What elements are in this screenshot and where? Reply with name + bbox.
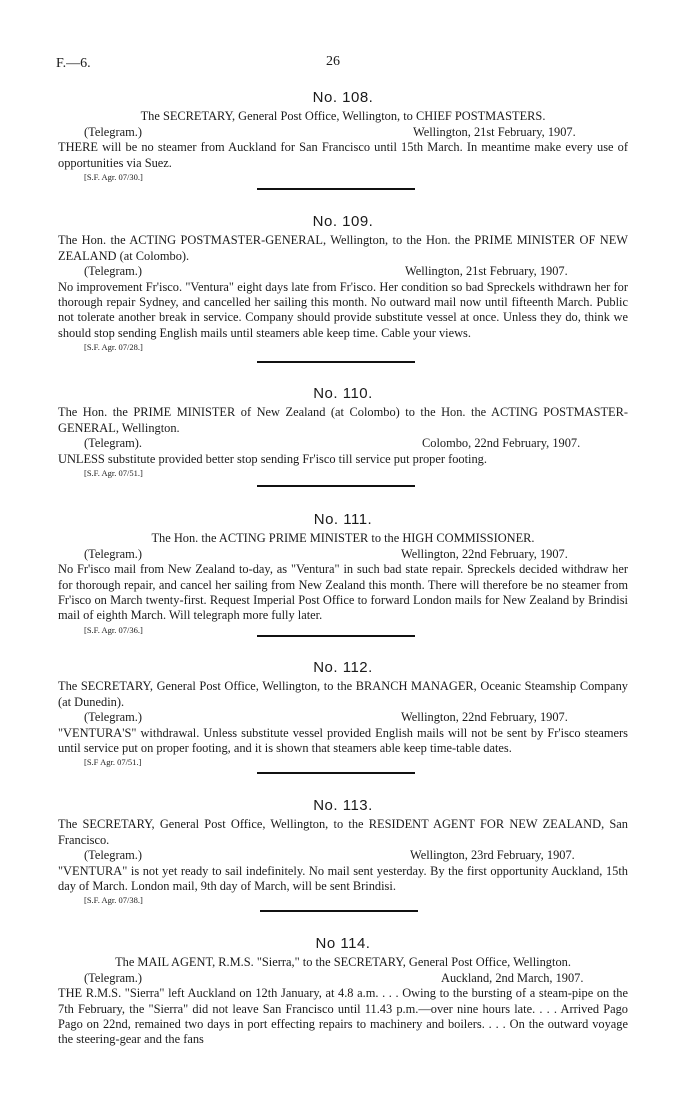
document-code: F.—6. [56,56,91,71]
section-divider [257,635,415,637]
message-body: THE R.M.S. "Sierra" left Auckland on 12th January, at 4.8 a.m. . . . Owing to the bursting of a steam-pipe on the 7th February, the "Sierra" did not leave San Francisco until 11.43 p.m.—over nine hours late. . . . Arrived Pago Pago on 22nd, remained two days in port effecting repairs to machinery and boilers. . . . On the outward voyage the steering-gear and the fans [58,986,628,1047]
telegram-line [58,547,628,562]
page-number: 26 [326,54,340,69]
message-body: "VENTURA'S" withdrawal. Unless substitute vessel provided English mails will not be sent by Fr'isco steamers until service put on proper footing, and it is shown that steamers able keep time-table dates. [58,725,628,756]
telegram-mode: (Telegram.) [84,546,142,561]
reference-note: [S.F. Agr. 07/30.] [84,172,143,183]
telegram-line [58,125,628,140]
reference-note: [S.F. Agr. 07/28.] [84,342,143,353]
reference-note: [S.F. Agr. 07/36.] [84,624,143,635]
place-date: Wellington, 22nd February, 1907. [401,546,568,561]
place-date: Wellington, 21st February, 1907. [405,264,568,279]
section-address: The MAIL AGENT, R.M.S. "Sierra," to the SECRETARY, General Post Office, Wellington. [115,955,571,970]
message-body: THERE will be no steamer from Auckland for San Francisco until 15th March. In meantime make every use of opportunities via Suez. [58,140,628,170]
section-title: No 114. [315,935,371,952]
place-date: Wellington, 22nd February, 1907. [401,710,568,725]
section-113 [58,798,628,906]
section-title: No. 108. [312,89,374,106]
telegram-line [58,264,628,279]
section-114 [58,936,628,1048]
telegram-mode: (Telegram.) [84,848,142,863]
section-divider [257,772,415,774]
telegram-mode: (Telegram.) [84,970,142,985]
place-date: Wellington, 21st February, 1907. [413,124,576,139]
telegram-line [58,848,628,863]
message-body: No improvement Fr'isco. "Ventura" eight days late from Fr'isco. Her condition so bad Spreckels withdrawn her for thorough repair Sydney, and cancelled her sailing this month. No outward mail now until fifteenth March. Public not tolerate another break in service. Company should provide substitute vessel at once. Unless they do, think we should stop sending English mails until steamers able keep time. Cable your views. [58,279,628,340]
message-body: UNLESS substitute provided better stop sending Fr'isco till service put proper footing. [58,451,487,466]
section-title: No. 113. [313,797,373,814]
telegram-line [58,436,628,451]
section-108 [58,90,628,183]
place-date: Auckland, 2nd March, 1907. [441,970,584,985]
section-address: The Hon. the PRIME MINISTER of New Zealand (at Colombo) to the Hon. the ACTING POSTMASTER-GENERAL, Wellington. [58,405,628,435]
section-divider [257,361,415,363]
section-title: No. 110. [313,385,373,402]
section-address: The SECRETARY, General Post Office, Wellington, to CHIEF POSTMASTERS. [140,109,546,124]
telegram-line [58,710,628,725]
reference-note: [S.F. Agr. 07/51.] [84,468,143,479]
message-body: "VENTURA" is not yet ready to sail indefinitely. No mail sent yesterday. By the first opportunity Auckland, 15th day of March. London mail, 9th day of March, will be sent Brindisi. [58,863,628,894]
section-address: The SECRETARY, General Post Office, Wellington, to the RESIDENT AGENT FOR NEW ZEALAND, San Francisco. [58,817,628,847]
telegram-line [58,971,628,986]
section-112 [58,660,628,768]
section-address: The Hon. the ACTING POSTMASTER-GENERAL, Wellington, to the Hon. the PRIME MINISTER OF NEW ZEALAND (at Colombo). [58,233,628,263]
reference-note: [S.F. Agr. 07/38.] [84,895,143,906]
telegram-mode: (Telegram.) [84,124,142,139]
section-address: The Hon. the ACTING PRIME MINISTER to the HIGH COMMISSIONER. [151,531,535,546]
telegram-mode: (Telegram.) [84,264,142,279]
reference-note: [S.F Agr. 07/51.] [84,757,142,768]
section-divider [257,188,415,190]
section-address: The SECRETARY, General Post Office, Wellington, to the BRANCH MANAGER, Oceanic Steamship Company (at Dunedin). [58,679,628,709]
section-109 [58,214,628,353]
message-body: No Fr'isco mail from New Zealand to-day, as "Ventura" in such bad state repair. Spreckels decided withdraw her for thorough repair, and cancel her sailing from New Zealand this month. There will therefore be no steamer from Fr'isco on March twenty-first. Request Imperial Post Office to forward London mails for New Zealand by Brindisi mail of eighth March. Will telegraph more fully later. [58,562,628,623]
section-divider [260,910,418,912]
section-title: No. 109. [312,213,374,230]
section-title: No. 112. [313,659,373,676]
section-divider [257,485,415,487]
telegram-mode: (Telegram). [84,436,142,451]
section-110 [58,386,628,479]
section-111 [58,512,628,636]
section-title: No. 111. [313,511,373,528]
place-date: Wellington, 23rd February, 1907. [410,848,575,863]
telegram-mode: (Telegram.) [84,710,142,725]
place-date: Colombo, 22nd February, 1907. [422,436,581,451]
